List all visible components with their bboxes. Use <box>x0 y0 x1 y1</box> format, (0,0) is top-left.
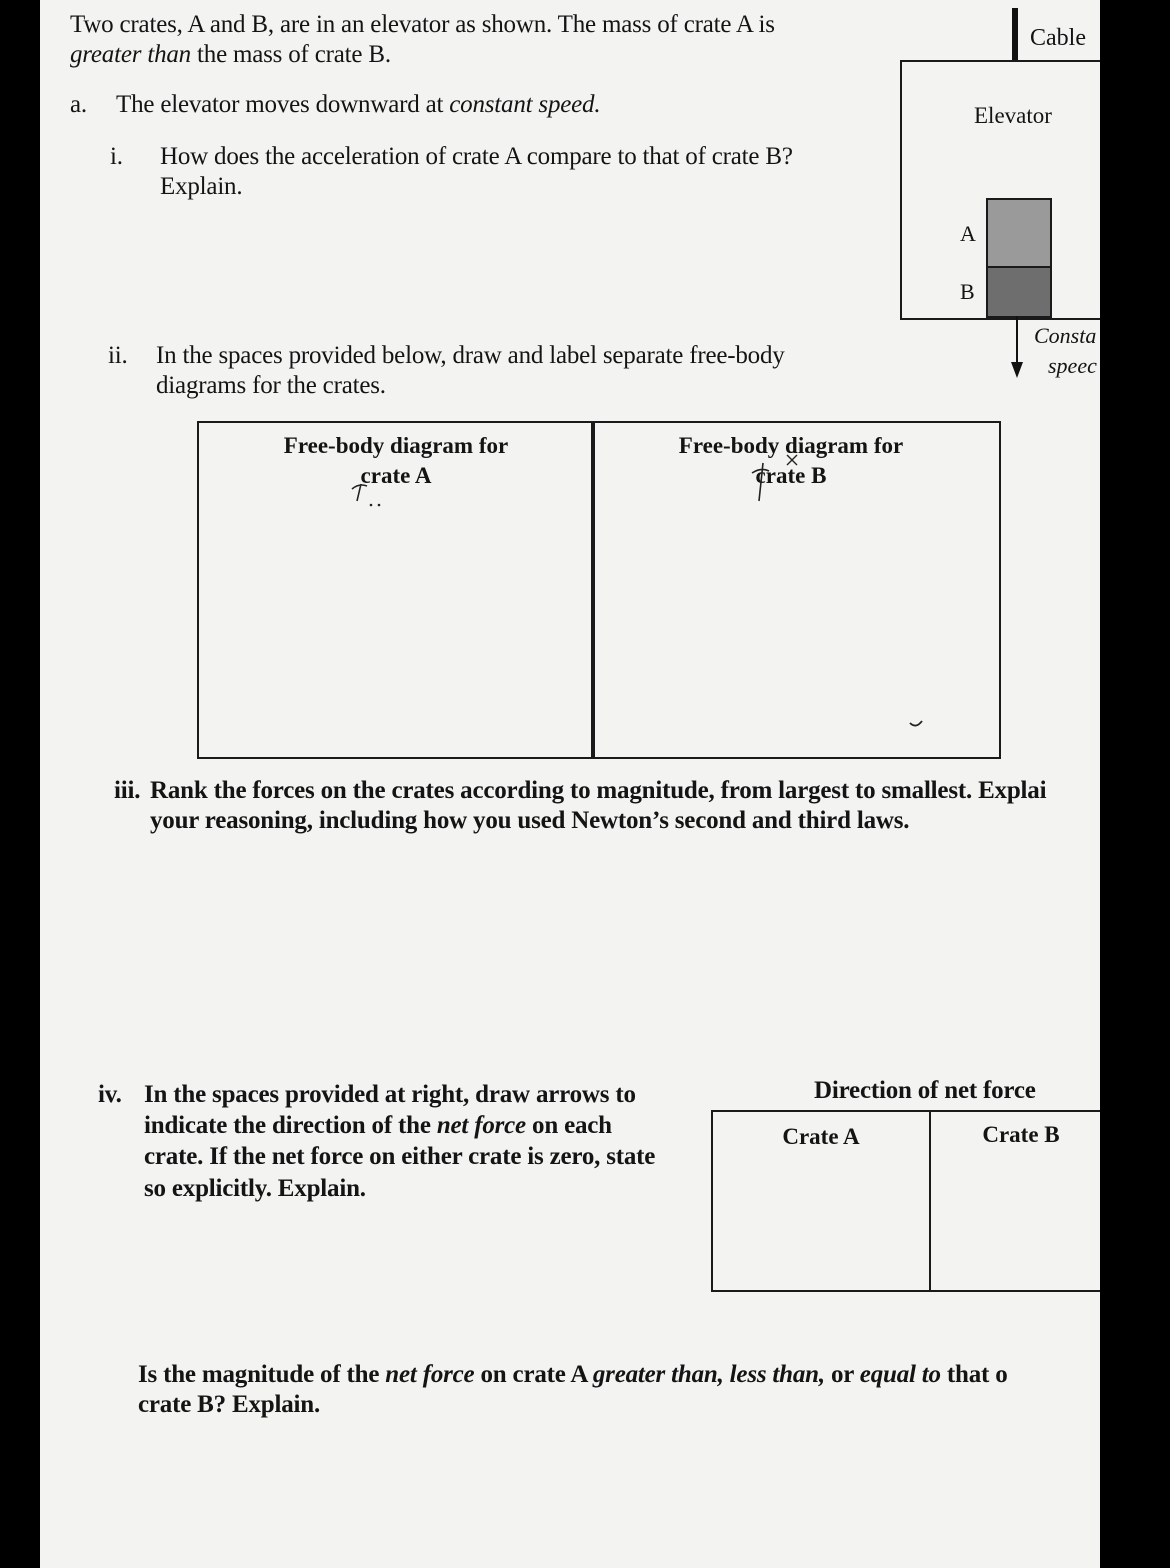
q-iv-line-2-plain: indicate the direction of the <box>144 1112 437 1139</box>
worksheet-page <box>40 0 1100 1568</box>
fbd-a-caption-line-1: Free-body diagram for <box>283 433 509 458</box>
elevator-diagram <box>890 0 1100 390</box>
intro-line-2-rest: the mass of crate B. <box>190 41 391 68</box>
q-iv-net-force: net force <box>436 1112 526 1139</box>
net-force-table <box>711 1110 1100 1292</box>
q-ii-marker: ii. <box>108 342 128 369</box>
fbd-b-caption-line-2: crate B <box>755 463 827 488</box>
part-a-text-emphasis: constant speed. <box>449 91 601 118</box>
net-force-col-a: Crate A <box>782 1124 860 1149</box>
cable-label: Cable <box>1030 25 1086 51</box>
final-q-part-2: on crate A <box>474 1361 593 1388</box>
intro-emphasis: greater than <box>70 41 191 68</box>
final-q-comparisons: greater than, less than, <box>592 1361 825 1388</box>
crate-b-label: B <box>960 279 975 304</box>
final-q-equal-to: equal to <box>859 1361 941 1388</box>
net-force-cell-b[interactable] <box>931 1162 1100 1290</box>
q-iv-marker: iv. <box>98 1081 122 1108</box>
crate-a-label: A <box>960 221 976 246</box>
q-iv-line-2 <box>144 1111 612 1141</box>
intro-line-2 <box>70 40 391 70</box>
final-q-net-force: net force <box>385 1361 475 1388</box>
final-question-line-1 <box>138 1360 1008 1390</box>
final-q-part-4: that o <box>940 1361 1008 1388</box>
net-force-col-b: Crate B <box>982 1122 1060 1147</box>
q-i-line-2: Explain. <box>160 173 243 200</box>
crate-a-box <box>986 198 1052 270</box>
constant-speed-label-1: Consta <box>1034 323 1097 348</box>
q-ii-line-1: In the spaces provided below, draw and label separate free-body <box>156 342 785 369</box>
final-question-line-2: crate B? Explain. <box>138 1391 321 1418</box>
final-q-part-1: Is the magnitude of the <box>138 1361 386 1388</box>
fbd-box-crate-a[interactable] <box>197 421 595 759</box>
q-iv-line-2-post: on each <box>525 1112 612 1139</box>
elevator-label: Elevator <box>974 103 1052 128</box>
net-force-title: Direction of net force <box>814 1077 1036 1104</box>
pencil-tick <box>907 719 927 733</box>
q-iii-marker: iii. <box>114 777 141 804</box>
part-a-text-plain: The elevator moves downward at <box>116 91 450 118</box>
crate-b-box <box>986 266 1052 318</box>
cable-line <box>1012 8 1018 62</box>
fbd-box-crate-b[interactable] <box>591 421 1001 759</box>
q-iv-line-1: In the spaces provided at right, draw arrows to <box>144 1081 636 1108</box>
pencil-mark-a <box>349 481 399 511</box>
q-ii-line-2: diagrams for the crates. <box>156 372 386 399</box>
q-i-line-1: How does the acceleration of crate A compare to that of crate B? <box>160 143 793 170</box>
fbd-b-caption-line-1: Free-body diagram for <box>678 433 904 458</box>
net-force-cell-a[interactable] <box>713 1162 929 1290</box>
final-q-part-3: or <box>824 1361 860 1388</box>
q-iv-line-3: crate. If the net force on either crate is zero, state <box>144 1143 656 1170</box>
intro-line-1: Two crates, A and B, are in an elevator as shown. The mass of crate A is <box>70 11 775 38</box>
q-iii-line-2: your reasoning, including how you used Newton’s second and third laws. <box>150 807 910 834</box>
pencil-mark-b <box>743 449 833 509</box>
q-i-marker: i. <box>110 143 123 170</box>
q-iii-line-1: Rank the forces on the crates according to magnitude, from largest to smallest. Explai <box>150 777 1047 804</box>
constant-speed-label-2: speec <box>1048 353 1097 378</box>
down-arrow-icon <box>1010 316 1024 380</box>
part-a-text <box>116 90 600 120</box>
q-iv-line-4: so explicitly. Explain. <box>144 1175 366 1202</box>
fbd-a-caption-line-2: crate A <box>360 463 432 488</box>
part-a-marker: a. <box>70 91 87 118</box>
